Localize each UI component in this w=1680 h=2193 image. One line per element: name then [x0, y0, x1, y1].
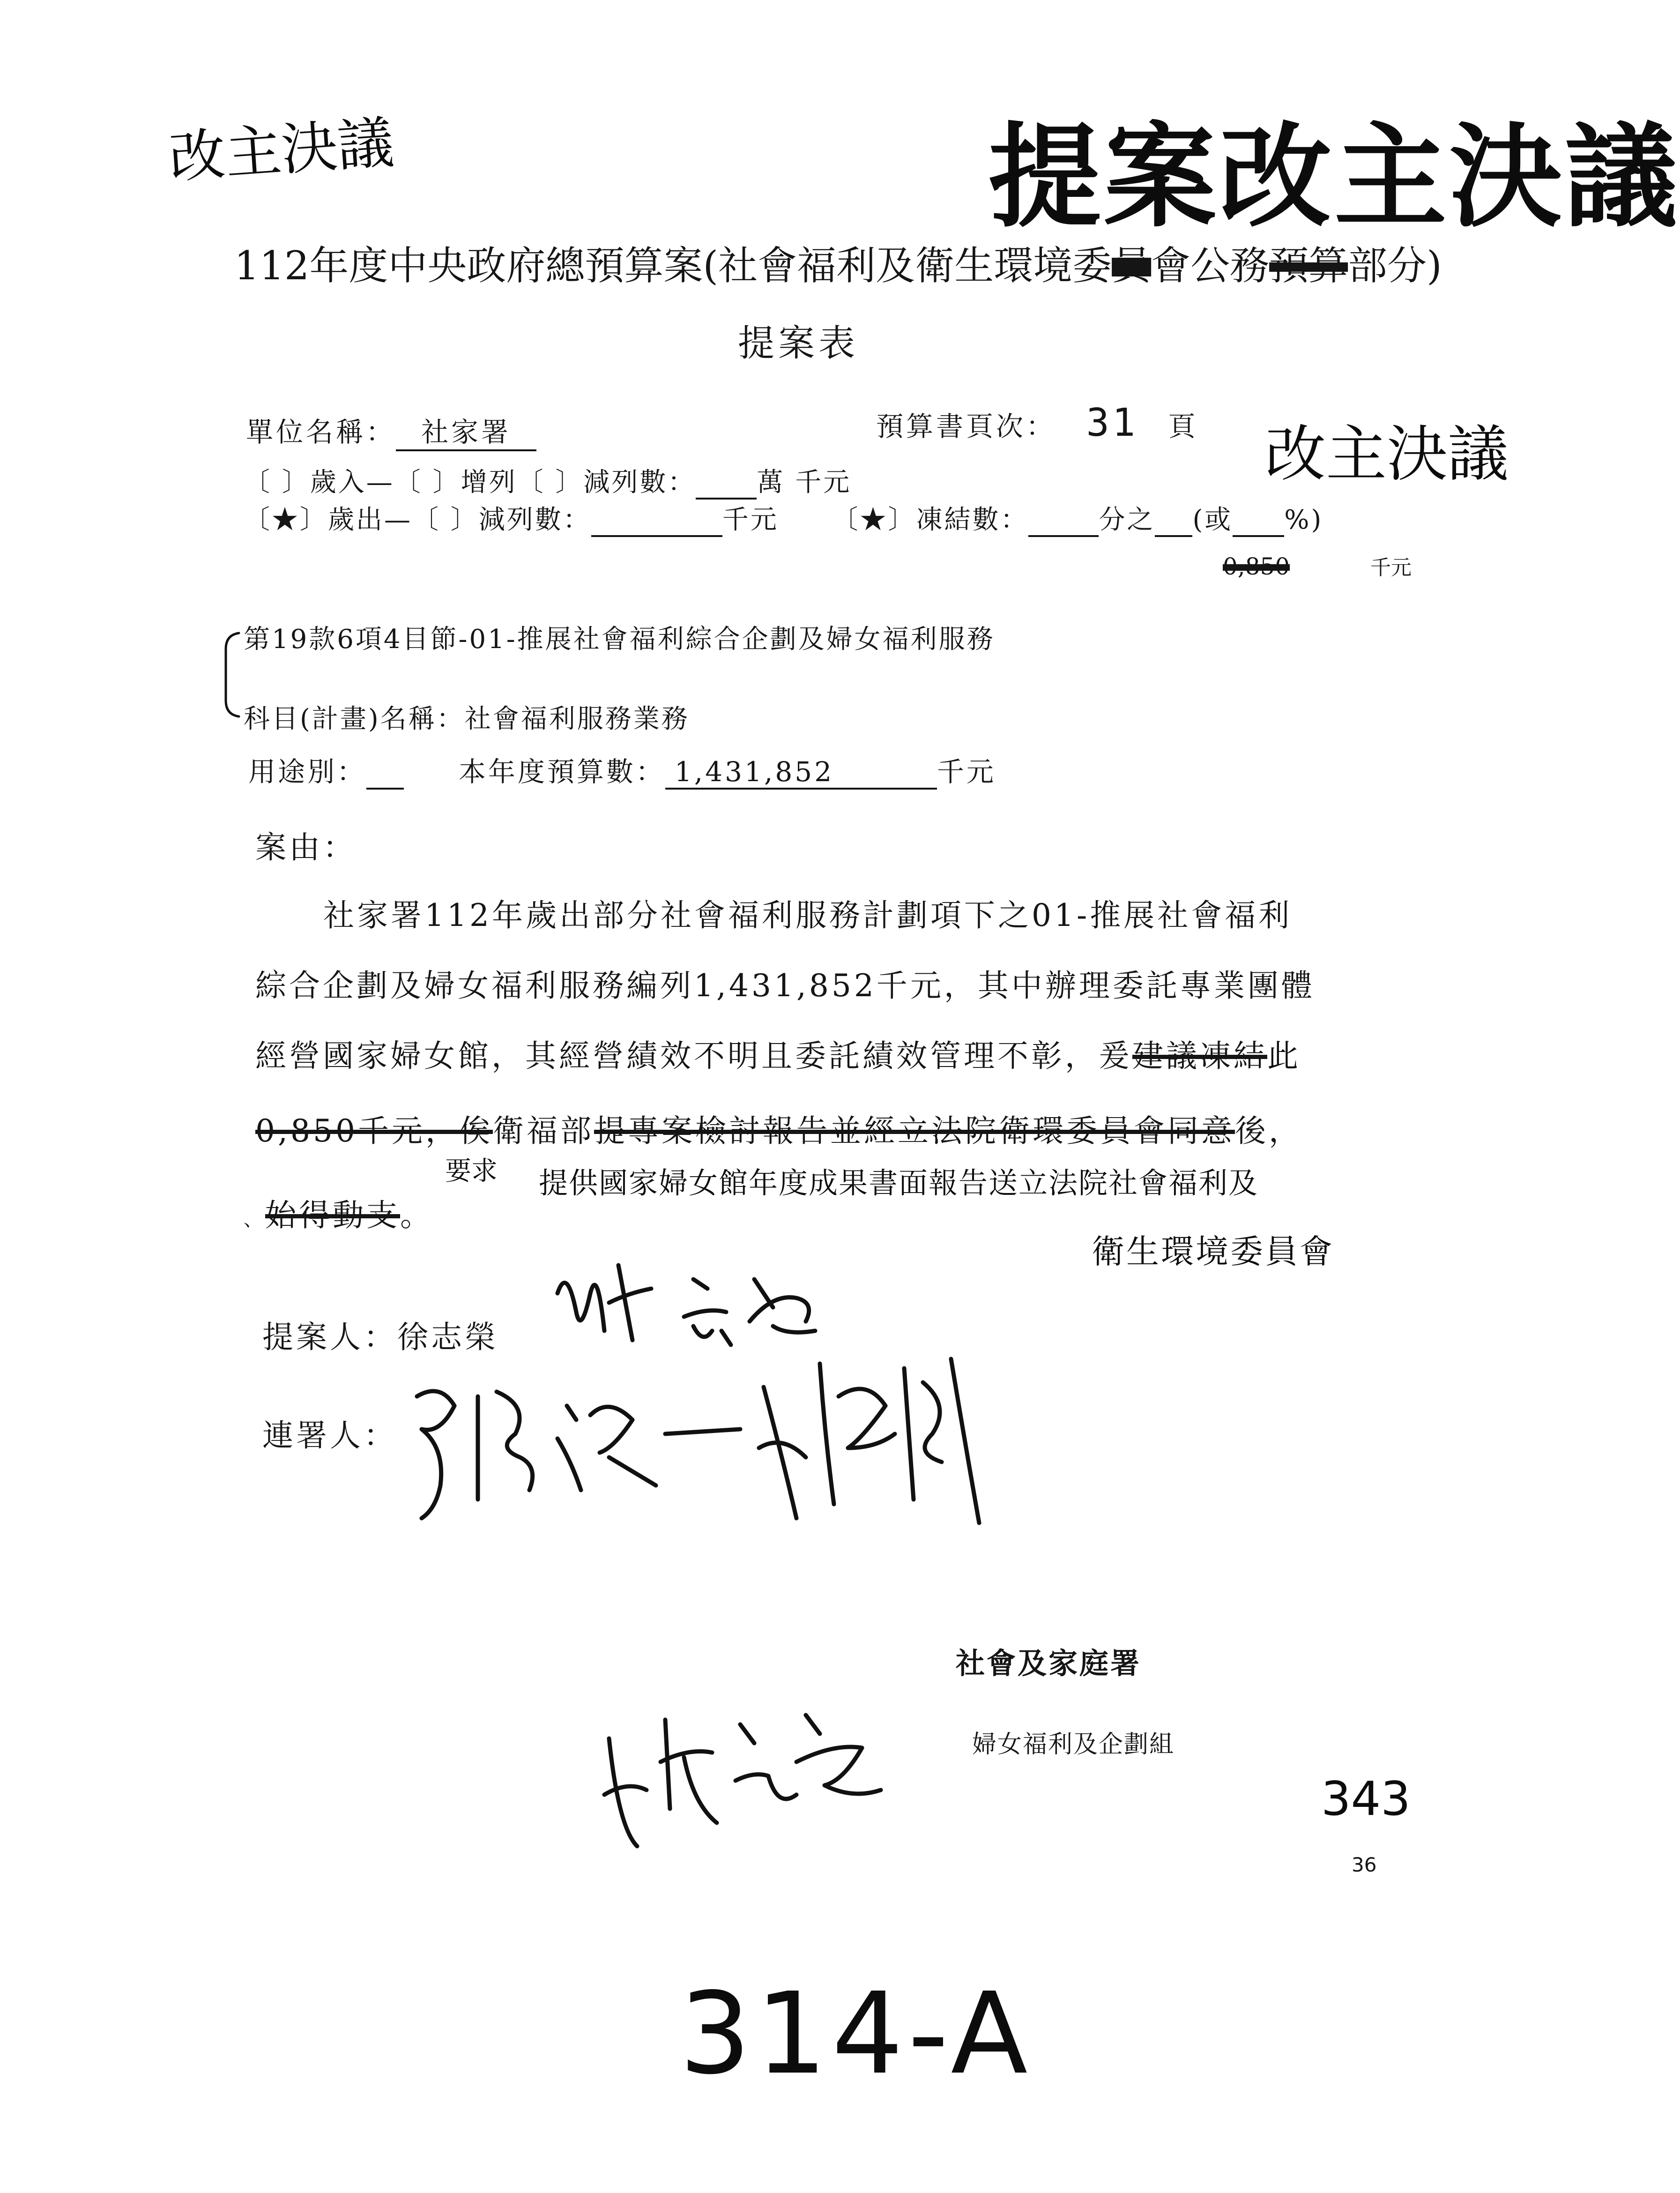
- unit-value: 社家署: [396, 410, 536, 451]
- page-note-handwritten: 343: [1321, 1771, 1411, 1826]
- line5-end: 。: [400, 1197, 434, 1233]
- freeze-or-label: (或: [1192, 505, 1233, 535]
- reason-line-1: 社家署112年歲出部分社會福利服務計劃項下之01-推展社會福利: [323, 897, 1293, 933]
- page-ref-suffix: 頁: [1168, 410, 1198, 442]
- title-struck-word: 員: [1112, 243, 1152, 289]
- freeze-percent-blank: [1233, 505, 1284, 537]
- line3-tail: 此: [1267, 1038, 1301, 1074]
- expenditure-row: [244, 499, 1323, 537]
- budget-value: 1,431,852: [665, 756, 937, 790]
- line3-struck: 建議凍結: [1132, 1038, 1267, 1074]
- expenditure-unit: 千元: [722, 505, 779, 535]
- budget-label: 本年度預算數：: [458, 756, 665, 788]
- page-ref-value: 31: [1086, 401, 1138, 445]
- line4-struck-condition: 提專案檢討報告並經立法院衛環委員會同意: [594, 1113, 1235, 1149]
- line3-text: 經營國家婦女館，其經營績效不明且委託績效管理不彰，爰: [255, 1038, 1132, 1074]
- proposer-name: 徐志榮: [397, 1319, 498, 1355]
- line4-struck-amount: 0,850千元，俟: [255, 1113, 493, 1149]
- expenditure-blank: [591, 505, 722, 537]
- bottom-handwritten-code: 314-A: [679, 1968, 1033, 2099]
- cosigner-label: 連署人：: [262, 1417, 397, 1454]
- top-left-handwritten-note: 改主決議: [167, 110, 396, 191]
- use-label: 用途別：: [248, 756, 367, 788]
- title-struck-budget: 預算: [1269, 243, 1348, 289]
- freeze-label: 〔★〕凍結數：: [832, 505, 1029, 535]
- reason-label: 案由：: [255, 829, 357, 865]
- line5-struck: 始得動支: [265, 1197, 400, 1233]
- revenue-blank: [696, 467, 757, 500]
- revenue-label: 〔 〕歲入—〔 〕增列〔 〕減列數：: [244, 467, 696, 498]
- unit-label: 單位名稱：: [246, 416, 396, 448]
- reason-line-5: [244, 1190, 434, 1235]
- revenue-unit: 萬 千元: [757, 467, 852, 498]
- line4-ministry: 衛福部: [492, 1113, 594, 1149]
- line5-mark: 、: [244, 1209, 265, 1231]
- amend-line-1: 提供國家婦女館年度成果書面報告送立法院社會福利及: [539, 1166, 1259, 1200]
- top-right-handwritten-note: 提案改主決議: [989, 112, 1680, 243]
- budget-unit: 千元: [937, 756, 996, 788]
- freeze-amount-struck: 0,850: [1223, 553, 1290, 580]
- proposer-row: [262, 1312, 498, 1357]
- page-ref-label: 預算書頁次：: [876, 410, 1056, 442]
- title-rest: 會公務: [1151, 243, 1270, 289]
- footer-division: 婦女福利及企劃組: [972, 1731, 1175, 1759]
- freeze-amount-unit: 千元: [1370, 556, 1412, 580]
- footer-agency: 社會及家庭署: [956, 1646, 1142, 1680]
- freeze-amount-row: [1223, 551, 1412, 581]
- page-ref-row: [876, 401, 1198, 445]
- footer-signature: [600, 1687, 890, 1856]
- title-end: 部分): [1348, 243, 1442, 289]
- budget-row: [248, 750, 996, 790]
- item-line: 第19款6項4目節-01-推展社會福利綜合企劃及婦女福利服務: [244, 624, 995, 655]
- line4-end: 後，: [1234, 1113, 1302, 1149]
- reason-line-3: [255, 1031, 1301, 1075]
- freeze-numerator-blank: [1028, 505, 1099, 537]
- title-main: 112年度中央政府總預算案(社會福利及衛生環境委: [234, 243, 1112, 289]
- cosigner-signature-2: [754, 1340, 998, 1537]
- proposer-label: 提案人：: [262, 1319, 397, 1355]
- right-handwritten-note: 改主決議: [1265, 418, 1509, 490]
- document-title: [234, 234, 1442, 291]
- page-number: 36: [1352, 1853, 1377, 1876]
- freeze-percent-label: %): [1284, 505, 1323, 535]
- amend-require: 要求: [445, 1156, 498, 1186]
- subject-line: 科目(計畫)名稱：社會福利服務業務: [244, 704, 690, 734]
- amend-line-2: 衛生環境委員會: [1092, 1232, 1334, 1271]
- reason-line-4: [255, 1106, 1302, 1150]
- cosigner-signature-1: [412, 1378, 750, 1546]
- reason-line-2: 綜合企劃及婦女福利服務編列1,431,852千元，其中辦理委託專業團體: [255, 968, 1315, 1004]
- use-blank: [366, 756, 404, 790]
- unit-row: [246, 410, 536, 451]
- freeze-ratio-label: 分之: [1099, 505, 1155, 535]
- freeze-denominator-blank: [1155, 505, 1192, 537]
- expenditure-label: 〔★〕歲出—〔 〕減列數：: [244, 505, 591, 535]
- document-subtitle: 提案表: [738, 322, 859, 365]
- revenue-row: [244, 462, 851, 500]
